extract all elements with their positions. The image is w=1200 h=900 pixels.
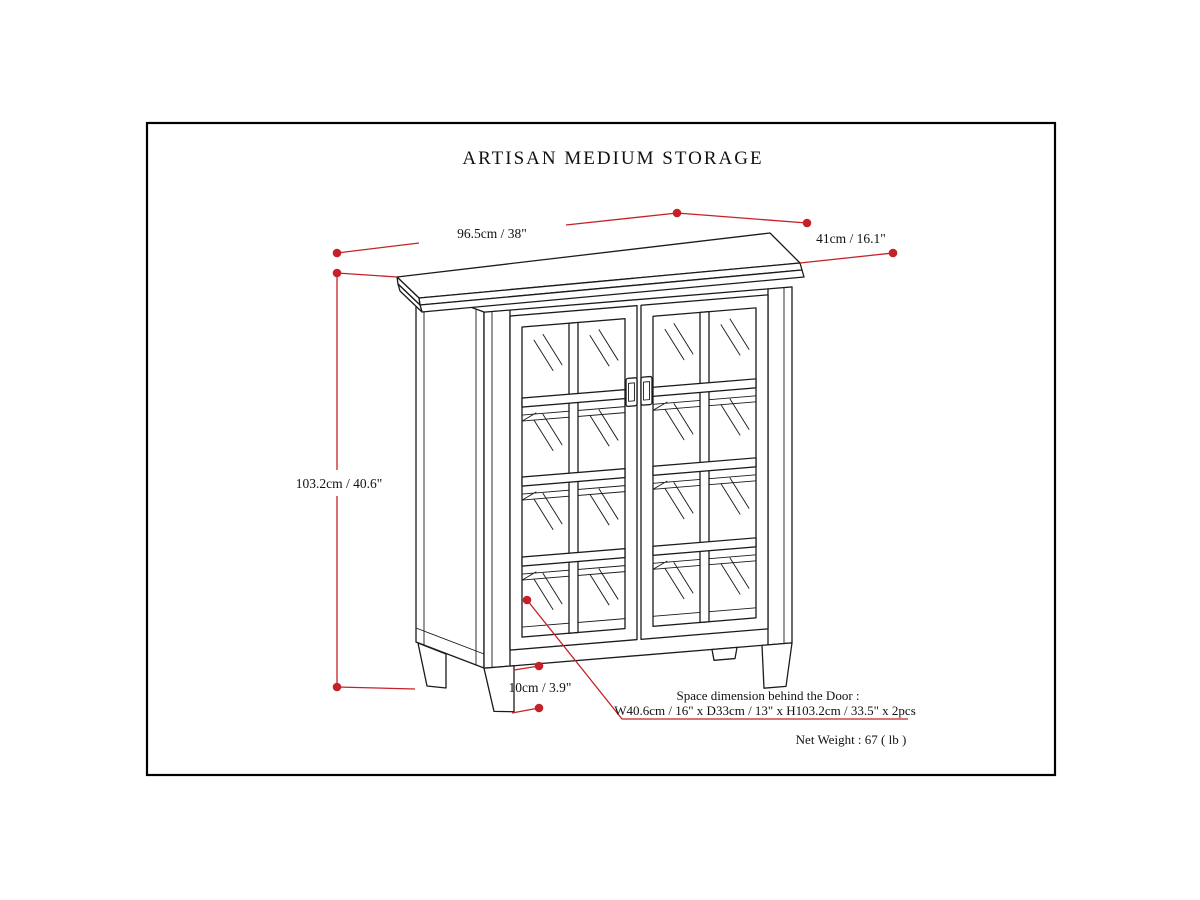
net-weight-label: Net Weight : 67 ( lb ) bbox=[795, 732, 907, 747]
depth-label: 41cm / 16.1" bbox=[816, 231, 886, 246]
cabinet-drawing bbox=[397, 233, 804, 714]
height-label: 103.2cm / 40.6" bbox=[295, 476, 383, 491]
leg-height-label: 10cm / 3.9" bbox=[508, 680, 572, 695]
right-glass-door bbox=[641, 295, 768, 639]
space-dimension-value: W40.6cm / 16" x D33cm / 13" x H103.2cm / 33.5" x 2pcs bbox=[614, 703, 916, 718]
front-right-leg bbox=[762, 643, 792, 688]
cabinet-front-face bbox=[484, 287, 792, 714]
page-title: ARTISAN MEDIUM STORAGE bbox=[462, 148, 764, 169]
width-label: 96.5cm / 38" bbox=[457, 226, 527, 241]
leg-height-dimension bbox=[509, 662, 572, 713]
space-dimension-title: Space dimension behind the Door : bbox=[676, 688, 860, 703]
height-dimension bbox=[296, 269, 415, 692]
cabinet-side-panel bbox=[416, 287, 484, 688]
middle-foot bbox=[712, 647, 737, 660]
